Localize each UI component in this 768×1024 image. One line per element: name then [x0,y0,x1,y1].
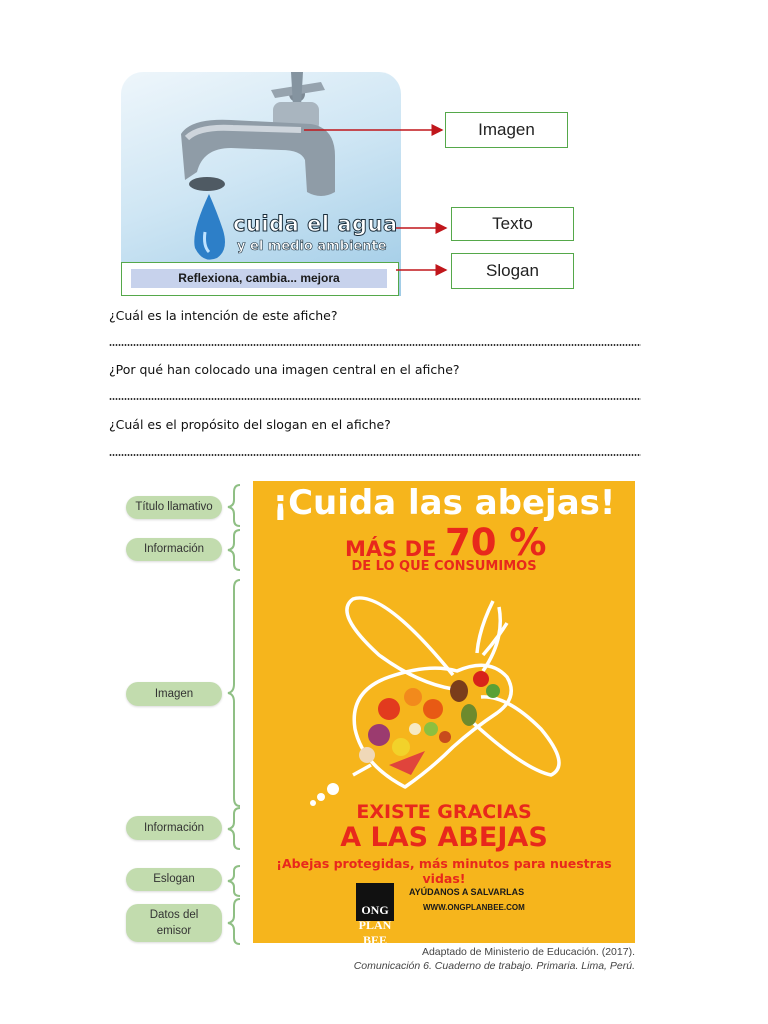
pill-emisor-line2: emisor [156,925,192,937]
caption-line-1: Adaptado de Ministerio de Educación. (2017). [421,946,635,958]
answer-line-3[interactable] [109,454,641,456]
pill-titulo: Título llamativo [126,496,222,519]
brace-image [228,580,240,806]
poster1-headline: cuida el agua [233,212,398,236]
poster2-line2: A LAS ABEJAS [340,822,548,853]
poster2-stat-suffix: DE LO QUE CONSUMIMOS [351,559,537,574]
brace-eslogan [228,866,240,896]
question-2: ¿Por qué han colocado una imagen central en el afiche? [109,362,460,377]
poster2-stat-prefix: MÁS DE [345,537,437,561]
pill-eslogan: Eslogan [126,868,222,891]
poster2-help: AYÚDANOS A SALVARLAS [409,887,525,897]
poster2-stat-value: 70 % [445,521,547,564]
poster2-line1: EXISTE GRACIAS [356,801,532,823]
label-slogan: Slogan [451,253,574,289]
bee-icon [293,579,593,809]
brace-info-2 [228,808,240,849]
bee-poster [253,481,635,943]
brace-emisor [228,899,240,944]
poster1-arrows [300,120,450,280]
poster1-slogan: Reflexiona, cambia... mejora [131,269,387,288]
pill-informacion-1: Información [126,538,222,561]
label-texto: Texto [451,207,574,241]
poster2-url[interactable]: WWW.ONGPLANBEE.COM [423,903,525,912]
ong-logo [356,883,394,943]
brace-info-1 [228,530,240,570]
pill-emisor-line1: Datos del [149,909,199,921]
answer-line-1[interactable] [109,344,641,346]
brace-group [222,482,252,946]
question-1: ¿Cuál es la intención de este afiche? [109,308,338,323]
ong-logo-text: ONG PLAN BEE [358,903,392,943]
answer-line-2[interactable] [109,398,641,400]
poster2-slogan: ¡Abejas protegidas, más minutos para nuestras vidas! [276,856,612,886]
food-icons [359,671,500,775]
question-3: ¿Cuál es el propósito del slogan en el afiche? [109,417,391,432]
pill-datos-emisor [126,904,222,942]
poster2-title: ¡Cuida las abejas! [272,483,616,523]
brace-title [228,485,240,526]
poster1-subline: y el medio ambiente [237,239,387,254]
caption-line-2: Comunicación 6. Cuaderno de trabajo. Primaria. Lima, Perú. [353,960,635,972]
label-imagen: Imagen [445,112,568,148]
pill-informacion-2: Información [126,816,222,840]
pill-imagen: Imagen [126,682,222,706]
